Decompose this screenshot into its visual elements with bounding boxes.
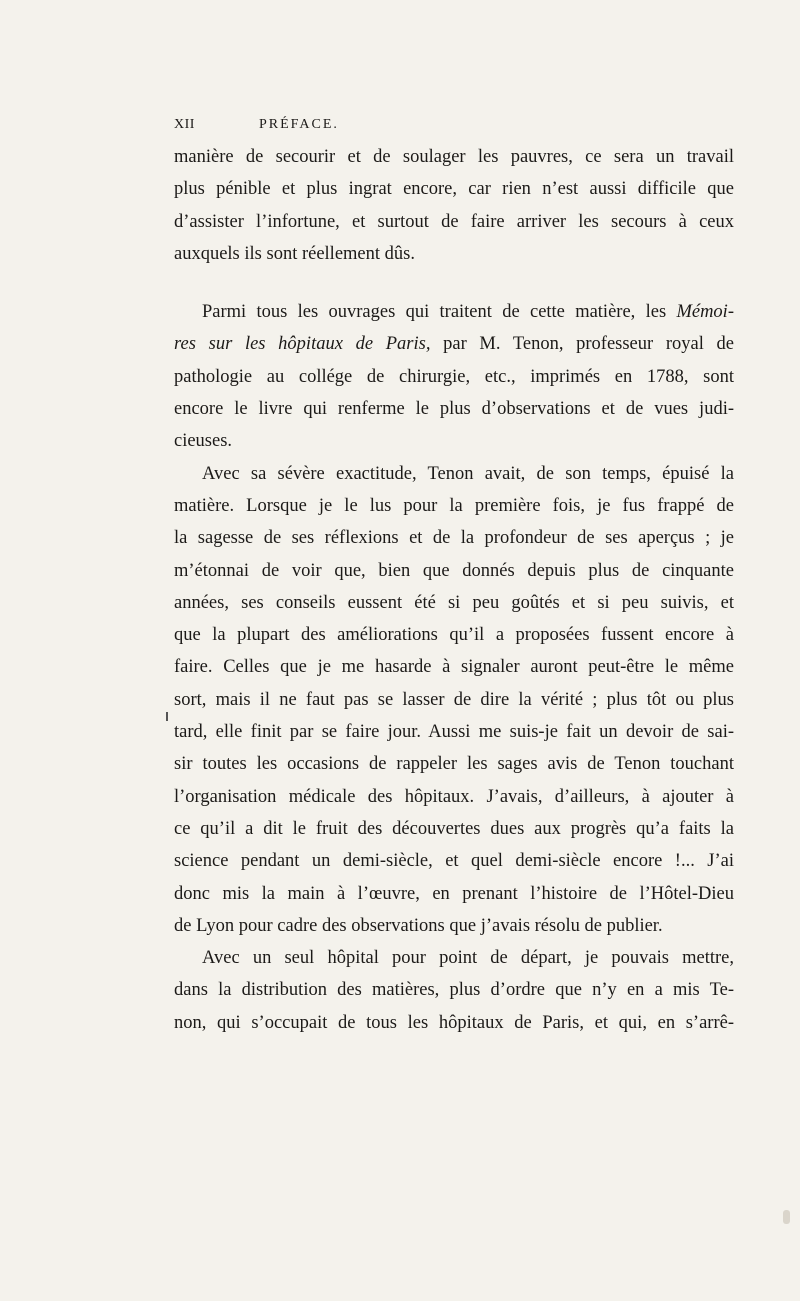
paragraph bbox=[174, 942, 734, 1039]
italic-title: Mémoi- bbox=[676, 302, 734, 323]
margin-mark bbox=[166, 712, 168, 721]
text-line: matière. Lorsque je le lus pour la première fois, je fus frappé de bbox=[174, 495, 734, 516]
text-line: m’étonnai de voir que, bien que donnés depuis plus de cinquante bbox=[174, 560, 734, 581]
page-number: XII bbox=[174, 117, 195, 132]
text-line bbox=[174, 328, 734, 360]
paragraph-gap bbox=[174, 270, 734, 296]
text-line: dans la distribution des matières, plus d’ordre que n’y en a mis Te- bbox=[174, 980, 734, 1001]
text-line bbox=[174, 296, 734, 328]
text-line: plus pénible et plus ingrat encore, car rien n’est aussi difficile que bbox=[174, 179, 734, 200]
paragraph bbox=[174, 141, 734, 270]
text-line: sort, mais il ne faut pas se lasser de dire la vérité ; plus tôt ou plus bbox=[174, 689, 734, 710]
text-line: d’assister l’infortune, et surtout de faire arriver les secours à ceux bbox=[174, 211, 734, 232]
italic-title: sur les hôpitaux de Paris, bbox=[208, 334, 431, 355]
text-line: la sagesse de ses réflexions et de la profondeur de ses aperçus ; je bbox=[174, 528, 734, 549]
text-line: Avec sa sévère exactitude, Tenon avait, de son temps, épuisé la bbox=[202, 463, 734, 484]
italic-title: res bbox=[174, 334, 196, 355]
text-line: encore le livre qui renferme le plus d’observations et de vues judi- bbox=[174, 399, 734, 420]
text-line: années, ses conseils eussent été si peu goûtés et si peu suivis, et bbox=[174, 592, 734, 613]
text-line: auxquels ils sont réellement dûs. bbox=[174, 243, 415, 264]
text-line: pathologie au collége de chirurgie, etc., imprimés en 1788, sont bbox=[174, 366, 734, 387]
text-line: sir toutes les occasions de rappeler les sages avis de Tenon touchant bbox=[174, 754, 734, 775]
text-fragment: Parmi tous les ouvrages qui traitent de cette matière, les bbox=[202, 302, 667, 323]
paragraph bbox=[174, 296, 734, 457]
paragraph bbox=[174, 458, 734, 942]
text-line: non, qui s’occupait de tous les hôpitaux de Paris, et qui, en s’arrê- bbox=[174, 1012, 734, 1033]
text-line: Avec un seul hôpital pour point de départ, je pouvais mettre, bbox=[202, 948, 734, 969]
paper-speck bbox=[783, 1210, 790, 1224]
running-title: PRÉFACE. bbox=[259, 117, 339, 132]
text-line: science pendant un demi-siècle, et quel demi-siècle encore !... J’ai bbox=[174, 851, 734, 872]
text-line: de Lyon pour cadre des observations que j’avais résolu de publier. bbox=[174, 915, 663, 936]
text-line: ce qu’il a dit le fruit des découvertes dues aux progrès qu’a faits la bbox=[174, 818, 734, 839]
text-line: cieuses. bbox=[174, 431, 233, 452]
text-fragment: par M. Tenon, professeur royal de bbox=[430, 334, 735, 355]
text-line: manière de secourir et de soulager les pauvres, ce sera un travail bbox=[174, 147, 734, 167]
text-line: que la plupart des améliorations qu’il a proposées fussent encore à bbox=[174, 625, 734, 646]
body-text bbox=[174, 141, 734, 1039]
text-line: tard, elle finit par se faire jour. Aussi me suis-je fait un devoir de sai- bbox=[174, 722, 734, 743]
text-line: l’organisation médicale des hôpitaux. J’avais, d’ailleurs, à ajouter à bbox=[174, 786, 734, 807]
text-line: donc mis la main à l’œuvre, en prenant l’histoire de l’Hôtel-Dieu bbox=[174, 883, 734, 904]
text-line: faire. Celles que je me hasarde à signaler auront peut-être le même bbox=[174, 657, 734, 678]
running-head bbox=[174, 117, 734, 139]
